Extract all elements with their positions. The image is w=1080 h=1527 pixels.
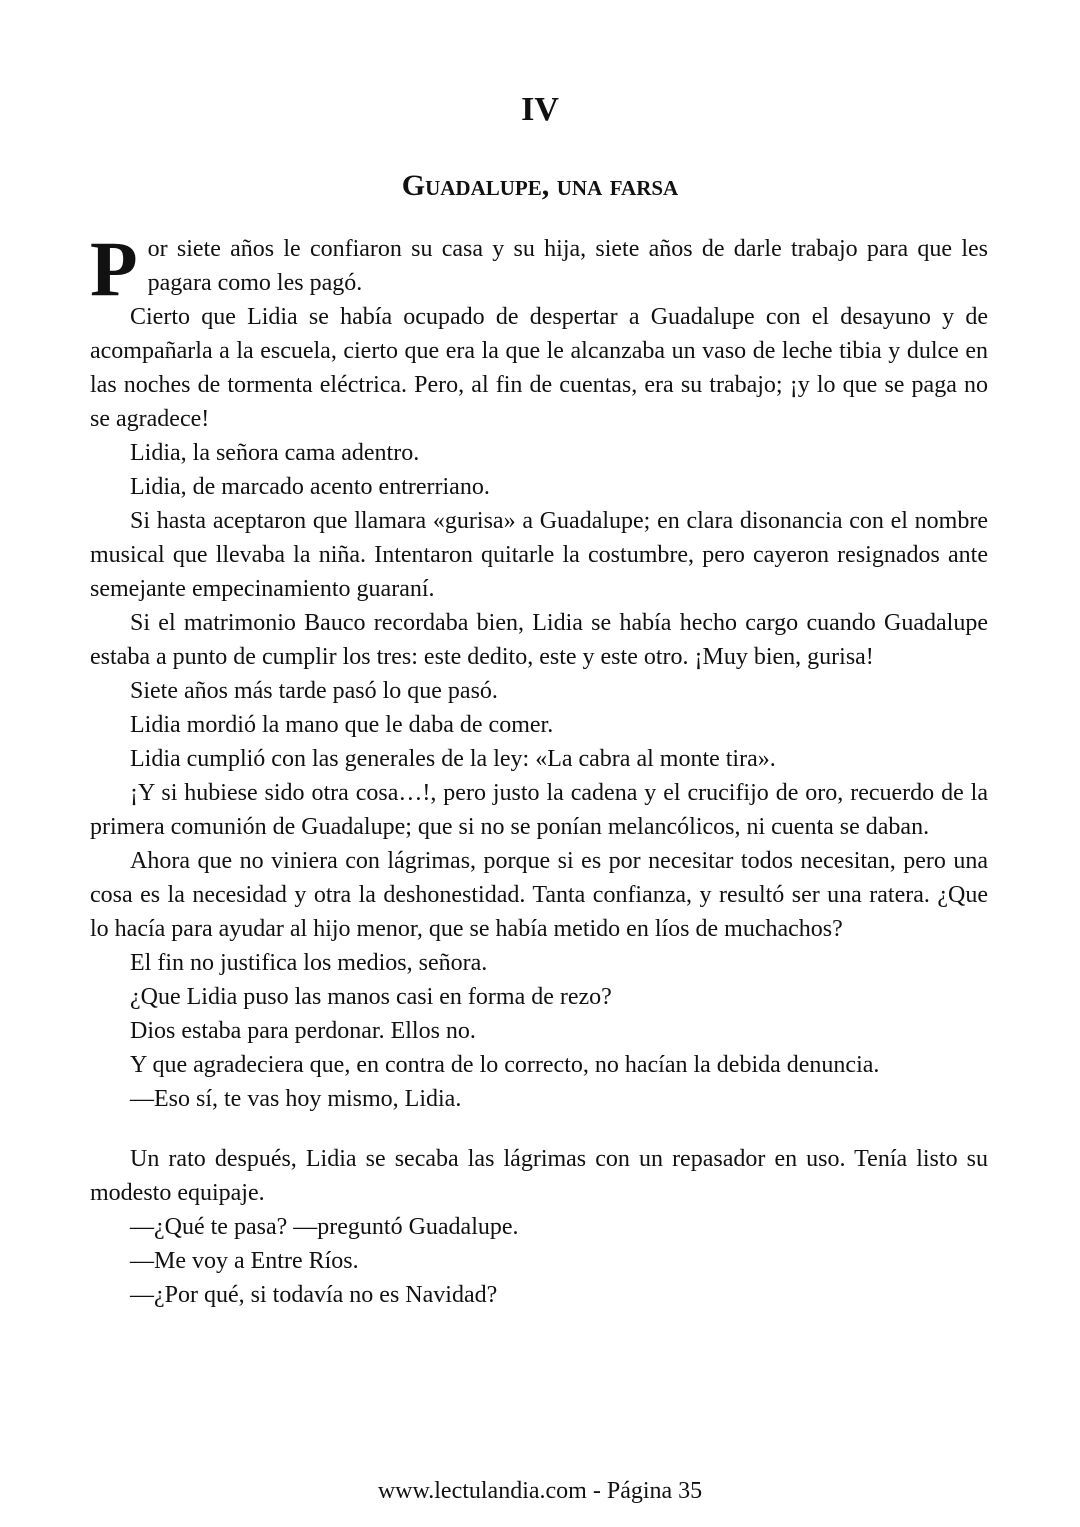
paragraph: El fin no justifica los medios, señora.	[130, 950, 488, 976]
chapter-body	[90, 225, 988, 1312]
drop-cap: P	[90, 225, 138, 312]
paragraph: Siete años más tarde pasó lo que pasó.	[130, 678, 498, 704]
chapter-number: IV	[521, 91, 559, 128]
paragraph: Lidia, la señora cama adentro.	[130, 440, 420, 466]
paragraph: —Eso sí, te vas hoy mismo, Lidia.	[130, 1086, 462, 1112]
opening-paragraph	[90, 225, 988, 312]
paragraph: ¿Que Lidia puso las manos casi en forma de rezo?	[130, 984, 612, 1010]
section-paragraph: —¿Por qué, si todavía no es Navidad?	[130, 1282, 498, 1308]
paragraph: Lidia mordió la mano que le daba de comer.	[130, 712, 554, 738]
opening-paragraph-text: or siete años le confiaron su casa y su hija, siete años de darle trabajo para que les pagara como les pagó.	[147, 236, 988, 296]
paragraph: Y que agradeciera que, en contra de lo correcto, no hacían la debida denuncia.	[130, 1052, 880, 1078]
paragraph: Si hasta aceptaron que llamara «gurisa» a Guadalupe; en clara disonancia con el nombre musical que llevaba la niña. Intentaron quitarle la costumbre, pero cayeron resignados ante semejante empecinamiento guaraní.	[90, 508, 988, 602]
paragraph: Cierto que Lidia se había ocupado de despertar a Guadalupe con el desayuno y de acompañarla a la escuela, cierto que era la que le alcanzaba un vaso de leche tibia y dulce en las noches de tormenta eléctrica. Pero, al fin de cuentas, era su trabajo; ¡y lo que se paga no se agradece!	[90, 304, 988, 432]
section-paragraph: —Me voy a Entre Ríos.	[130, 1248, 359, 1274]
paragraph: Si el matrimonio Bauco recordaba bien, Lidia se había hecho cargo cuando Guadalupe estaba a punto de cumplir los tres: este dedito, este y este otro. ¡Muy bien, gurisa!	[90, 610, 988, 670]
paragraph: Lidia, de marcado acento entrerriano.	[130, 474, 490, 500]
paragraph: Dios estaba para perdonar. Ellos no.	[130, 1018, 476, 1044]
paragraph: ¡Y si hubiese sido otra cosa…!, pero justo la cadena y el crucifijo de oro, recuerdo de la primera comunión de Guadalupe; que si no se ponían melancólicos, ni cuenta se daban.	[90, 780, 988, 840]
page-footer: www.lectulandia.com - Página 35	[377, 1478, 703, 1504]
chapter-title: Guadalupe, una farsa	[401, 169, 679, 202]
section-paragraph: —¿Qué te pasa? —preguntó Guadalupe.	[130, 1214, 519, 1240]
paragraph: Ahora que no viniera con lágrimas, porque si es por necesitar todos necesitan, pero una cosa es la necesidad y otra la deshonestidad. Tanta confianza, y resultó ser una ratera. ¿Que lo hacía para ayudar al hijo menor, que se había metido en líos de muchachos?	[90, 848, 988, 942]
section-paragraph: Un rato después, Lidia se secaba las lágrimas con un repasador en uso. Tenía listo su modesto equipaje.	[90, 1146, 988, 1206]
paragraph: Lidia cumplió con las generales de la ley: «La cabra al monte tira».	[130, 746, 776, 772]
